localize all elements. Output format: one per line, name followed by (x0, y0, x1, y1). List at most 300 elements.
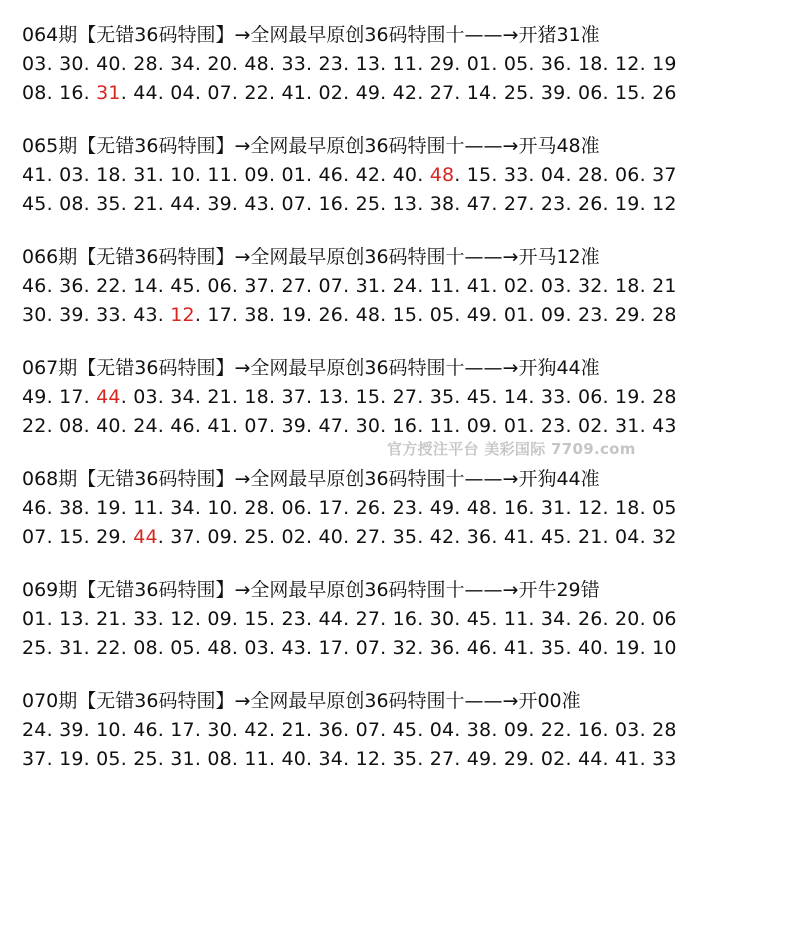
separator: . (602, 53, 615, 75)
number-row (22, 412, 792, 441)
separator: . (231, 608, 245, 630)
separator: . (231, 82, 245, 104)
separator: . (83, 53, 97, 75)
separator: . (46, 497, 60, 519)
number: 02 (318, 82, 344, 104)
separator: . (417, 497, 430, 519)
number: 07 (244, 415, 269, 437)
separator: . (602, 164, 615, 186)
number: 07 (355, 719, 381, 741)
number: 40 (577, 637, 603, 659)
number: 35 (392, 748, 418, 770)
number: 43 (652, 415, 677, 437)
separator: . (83, 608, 97, 630)
number: 47 (318, 415, 344, 437)
separator: . (565, 304, 578, 326)
separator: . (528, 82, 541, 104)
number: 14 (503, 386, 529, 408)
number: 25 (22, 637, 47, 659)
number: 27 (503, 193, 529, 215)
number: 28 (244, 497, 269, 519)
number: 01 (281, 164, 307, 186)
separator: . (565, 386, 578, 408)
number: 40 (281, 748, 307, 770)
number: 02 (540, 748, 566, 770)
separator: . (639, 637, 653, 659)
number-row (22, 605, 792, 634)
number: 31 (615, 415, 640, 437)
separator: . (343, 748, 356, 770)
separator: . (454, 193, 467, 215)
separator: . (380, 748, 393, 770)
issue-title: 064期【无错36码特围】→全网最早原创36码特围十——→开猪31准 (22, 24, 600, 46)
separator: . (565, 608, 578, 630)
separator: . (268, 748, 282, 770)
number: 01 (22, 608, 47, 630)
number: 30 (22, 304, 47, 326)
number: 15 (355, 386, 381, 408)
number: 28 (652, 304, 677, 326)
issue-block (22, 353, 792, 441)
separator: . (639, 275, 653, 297)
watermark: 官方授注平台 美彩国际 7709.com (387, 440, 636, 458)
separator: . (157, 637, 171, 659)
separator: . (157, 386, 171, 408)
number: 08 (59, 193, 84, 215)
separator: . (83, 193, 97, 215)
separator: . (306, 748, 319, 770)
separator: . (491, 719, 504, 741)
number: 42 (429, 526, 455, 548)
separator: . (194, 608, 208, 630)
number: 44 (170, 193, 195, 215)
separator: . (343, 526, 356, 548)
number: 12 (615, 53, 640, 75)
number: 19 (615, 637, 640, 659)
number: 38 (59, 497, 84, 519)
number-row (22, 634, 792, 663)
prediction-list (22, 20, 792, 797)
number: 45 (466, 386, 492, 408)
number: 39 (207, 193, 232, 215)
separator: . (120, 193, 134, 215)
number: 06 (615, 164, 640, 186)
number: 23 (540, 193, 566, 215)
number: 39 (59, 304, 84, 326)
number: 21 (281, 719, 307, 741)
number: 28 (577, 164, 603, 186)
separator: . (639, 608, 653, 630)
separator: . (565, 526, 578, 548)
separator: . (565, 748, 578, 770)
separator: . (120, 53, 134, 75)
number: 29 (615, 304, 640, 326)
separator: . (268, 82, 282, 104)
issue-block (22, 131, 792, 219)
separator: . (194, 415, 208, 437)
separator: . (417, 82, 430, 104)
number: 19 (281, 304, 307, 326)
number: 19 (96, 497, 121, 519)
separator: . (639, 193, 653, 215)
separator: . (417, 304, 430, 326)
number: 01 (503, 304, 529, 326)
separator: . (491, 748, 504, 770)
number-row (22, 383, 792, 412)
number: 16 (577, 719, 603, 741)
separator: . (83, 526, 97, 548)
number: 48 (466, 497, 492, 519)
separator: . (306, 526, 319, 548)
number: 04 (170, 82, 195, 104)
separator: . (231, 719, 245, 741)
number: 11 (207, 164, 232, 186)
number: 16 (392, 415, 418, 437)
separator: . (83, 386, 97, 408)
number: 44 (577, 748, 603, 770)
separator: . (120, 637, 134, 659)
separator: . (565, 193, 578, 215)
separator: . (565, 415, 578, 437)
separator: . (639, 304, 653, 326)
number: 15 (244, 608, 269, 630)
separator: . (528, 497, 541, 519)
number: 41 (615, 748, 640, 770)
separator: . (380, 164, 393, 186)
number: 11 (244, 748, 269, 770)
separator: . (46, 164, 60, 186)
number: 05 (429, 304, 455, 326)
number: 30 (207, 719, 232, 741)
separator: . (454, 637, 467, 659)
separator: . (380, 193, 393, 215)
number: 39 (59, 719, 84, 741)
separator: . (268, 526, 282, 548)
number: 43 (244, 193, 269, 215)
separator: . (639, 719, 653, 741)
number: 23 (281, 608, 307, 630)
number: 31 (540, 497, 566, 519)
separator: . (231, 526, 245, 548)
number: 22 (540, 719, 566, 741)
number-row (22, 716, 792, 745)
winning-number: 44 (133, 526, 158, 548)
separator: . (417, 415, 430, 437)
number: 31 (355, 275, 381, 297)
separator: . (46, 748, 60, 770)
number: 09 (207, 526, 232, 548)
separator: . (380, 608, 393, 630)
separator: . (306, 637, 319, 659)
number: 39 (540, 82, 566, 104)
separator: . (194, 719, 208, 741)
separator: . (417, 193, 430, 215)
separator: . (46, 275, 60, 297)
number: 12 (355, 748, 381, 770)
separator: . (46, 53, 60, 75)
number: 27 (281, 275, 307, 297)
separator: . (343, 164, 356, 186)
issue-block (22, 686, 792, 774)
separator: . (639, 526, 653, 548)
number: 34 (170, 386, 195, 408)
number: 21 (133, 193, 158, 215)
separator: . (380, 526, 393, 548)
separator: . (231, 193, 245, 215)
separator: . (306, 608, 319, 630)
number: 08 (133, 637, 158, 659)
number: 26 (318, 304, 344, 326)
separator: . (157, 748, 171, 770)
separator: . (231, 275, 245, 297)
number: 11 (429, 275, 455, 297)
separator: . (46, 719, 60, 741)
number: 47 (466, 193, 492, 215)
issue-block (22, 20, 792, 108)
separator: . (83, 164, 97, 186)
separator: . (491, 82, 504, 104)
separator: . (194, 275, 208, 297)
number: 14 (466, 82, 492, 104)
separator: . (231, 386, 245, 408)
separator: . (565, 275, 578, 297)
number: 09 (466, 415, 492, 437)
number: 41 (281, 82, 307, 104)
separator: . (194, 497, 208, 519)
number: 10 (207, 497, 232, 519)
number: 31 (133, 164, 158, 186)
separator: . (491, 608, 504, 630)
number: 30 (59, 53, 84, 75)
separator: . (343, 415, 356, 437)
separator: . (491, 497, 504, 519)
separator: . (83, 304, 97, 326)
number-row (22, 523, 792, 552)
separator: . (157, 719, 171, 741)
separator: . (602, 608, 615, 630)
number: 26 (355, 497, 381, 519)
separator: . (157, 193, 171, 215)
separator: . (417, 719, 430, 741)
separator: . (528, 748, 541, 770)
number: 44 (133, 82, 158, 104)
number: 27 (392, 386, 418, 408)
separator: . (194, 193, 208, 215)
separator: . (83, 748, 97, 770)
number: 38 (244, 304, 269, 326)
separator: . (491, 304, 504, 326)
separator: . (417, 386, 430, 408)
separator: . (565, 82, 578, 104)
separator: . (268, 275, 282, 297)
number: 22 (22, 415, 47, 437)
separator: . (157, 275, 171, 297)
separator: . (343, 53, 356, 75)
number: 13 (355, 53, 381, 75)
separator: . (454, 526, 467, 548)
number: 34 (170, 53, 195, 75)
separator: . (639, 386, 653, 408)
number: 36 (318, 719, 344, 741)
number: 08 (207, 748, 232, 770)
number: 15 (392, 304, 418, 326)
number: 29 (429, 53, 455, 75)
separator: . (565, 53, 578, 75)
number: 27 (355, 526, 381, 548)
separator: . (602, 719, 615, 741)
separator: . (306, 386, 319, 408)
separator: . (268, 719, 282, 741)
number: 23 (540, 415, 566, 437)
separator: . (83, 719, 97, 741)
separator: . (380, 415, 393, 437)
number: 12 (652, 193, 677, 215)
separator: . (491, 275, 504, 297)
separator: . (565, 164, 578, 186)
separator: . (343, 193, 356, 215)
number: 01 (503, 415, 529, 437)
number: 26 (652, 82, 677, 104)
number: 13 (318, 386, 344, 408)
number: 19 (615, 193, 640, 215)
separator: . (454, 748, 467, 770)
separator: . (491, 53, 504, 75)
separator: . (120, 164, 134, 186)
separator: . (343, 637, 356, 659)
separator: . (417, 53, 430, 75)
number: 25 (244, 526, 269, 548)
separator: . (343, 608, 356, 630)
separator: . (268, 193, 282, 215)
separator: . (46, 386, 60, 408)
number: 03 (59, 164, 84, 186)
separator: . (491, 415, 504, 437)
number: 25 (133, 748, 158, 770)
number: 33 (96, 304, 121, 326)
number-row (22, 494, 792, 523)
number-row (22, 50, 792, 79)
separator: . (46, 304, 60, 326)
number: 31 (59, 637, 84, 659)
separator: . (602, 637, 615, 659)
number: 40 (96, 53, 121, 75)
separator: . (268, 415, 282, 437)
separator: . (639, 415, 653, 437)
number-row (22, 301, 792, 330)
number: 05 (96, 748, 121, 770)
number: 45 (540, 526, 566, 548)
number: 10 (170, 164, 195, 186)
number: 23 (392, 497, 418, 519)
number: 45 (466, 608, 492, 630)
separator: . (343, 82, 356, 104)
separator: . (46, 637, 60, 659)
number: 22 (96, 275, 121, 297)
number: 07 (22, 526, 47, 548)
number: 31 (170, 748, 195, 770)
number: 33 (652, 748, 677, 770)
separator: . (602, 386, 615, 408)
separator: . (46, 608, 60, 630)
separator: . (602, 304, 615, 326)
separator: . (528, 415, 541, 437)
number: 18 (244, 386, 269, 408)
separator: . (194, 53, 208, 75)
separator: . (528, 164, 541, 186)
separator: . (565, 719, 578, 741)
issue-title: 067期【无错36码特围】→全网最早原创36码特围十——→开狗44准 (22, 357, 600, 379)
number: 08 (22, 82, 47, 104)
number: 41 (503, 526, 529, 548)
number: 07 (207, 82, 232, 104)
separator: . (417, 608, 430, 630)
number: 13 (59, 608, 84, 630)
number: 41 (22, 164, 47, 186)
separator: . (306, 415, 319, 437)
separator: . (491, 386, 504, 408)
separator: . (231, 164, 245, 186)
separator: . (417, 637, 430, 659)
separator: . (231, 497, 245, 519)
separator: . (491, 193, 504, 215)
number: 42 (244, 719, 269, 741)
separator: . (639, 53, 653, 75)
number: 49 (466, 748, 492, 770)
number: 35 (429, 386, 455, 408)
number: 49 (429, 497, 455, 519)
separator: . (528, 275, 541, 297)
separator: . (120, 304, 134, 326)
separator: . (268, 53, 282, 75)
separator: . (454, 82, 467, 104)
number-row (22, 161, 792, 190)
separator: . (306, 497, 319, 519)
number: 03 (244, 637, 269, 659)
separator: . (268, 497, 282, 519)
separator: . (306, 193, 319, 215)
separator: . (380, 719, 393, 741)
number: 46 (318, 164, 344, 186)
number: 39 (281, 415, 307, 437)
number: 29 (96, 526, 121, 548)
separator: . (306, 53, 319, 75)
number: 01 (466, 53, 492, 75)
separator: . (602, 275, 615, 297)
separator: . (602, 193, 615, 215)
number: 24 (392, 275, 418, 297)
separator: . (231, 304, 245, 326)
number: 23 (318, 53, 344, 75)
separator: . (343, 275, 356, 297)
separator: . (454, 719, 467, 741)
issue-block (22, 464, 792, 552)
separator: . (231, 748, 245, 770)
number: 11 (392, 53, 418, 75)
number: 33 (281, 53, 307, 75)
separator: . (528, 386, 541, 408)
number: 43 (133, 304, 158, 326)
number: 46 (170, 415, 195, 437)
number: 07 (355, 637, 381, 659)
number: 32 (652, 526, 677, 548)
number: 46 (22, 275, 47, 297)
separator: . (83, 637, 97, 659)
number: 37 (652, 164, 677, 186)
number: 20 (207, 53, 232, 75)
number: 16 (503, 497, 529, 519)
number: 11 (503, 608, 529, 630)
separator: . (231, 415, 245, 437)
